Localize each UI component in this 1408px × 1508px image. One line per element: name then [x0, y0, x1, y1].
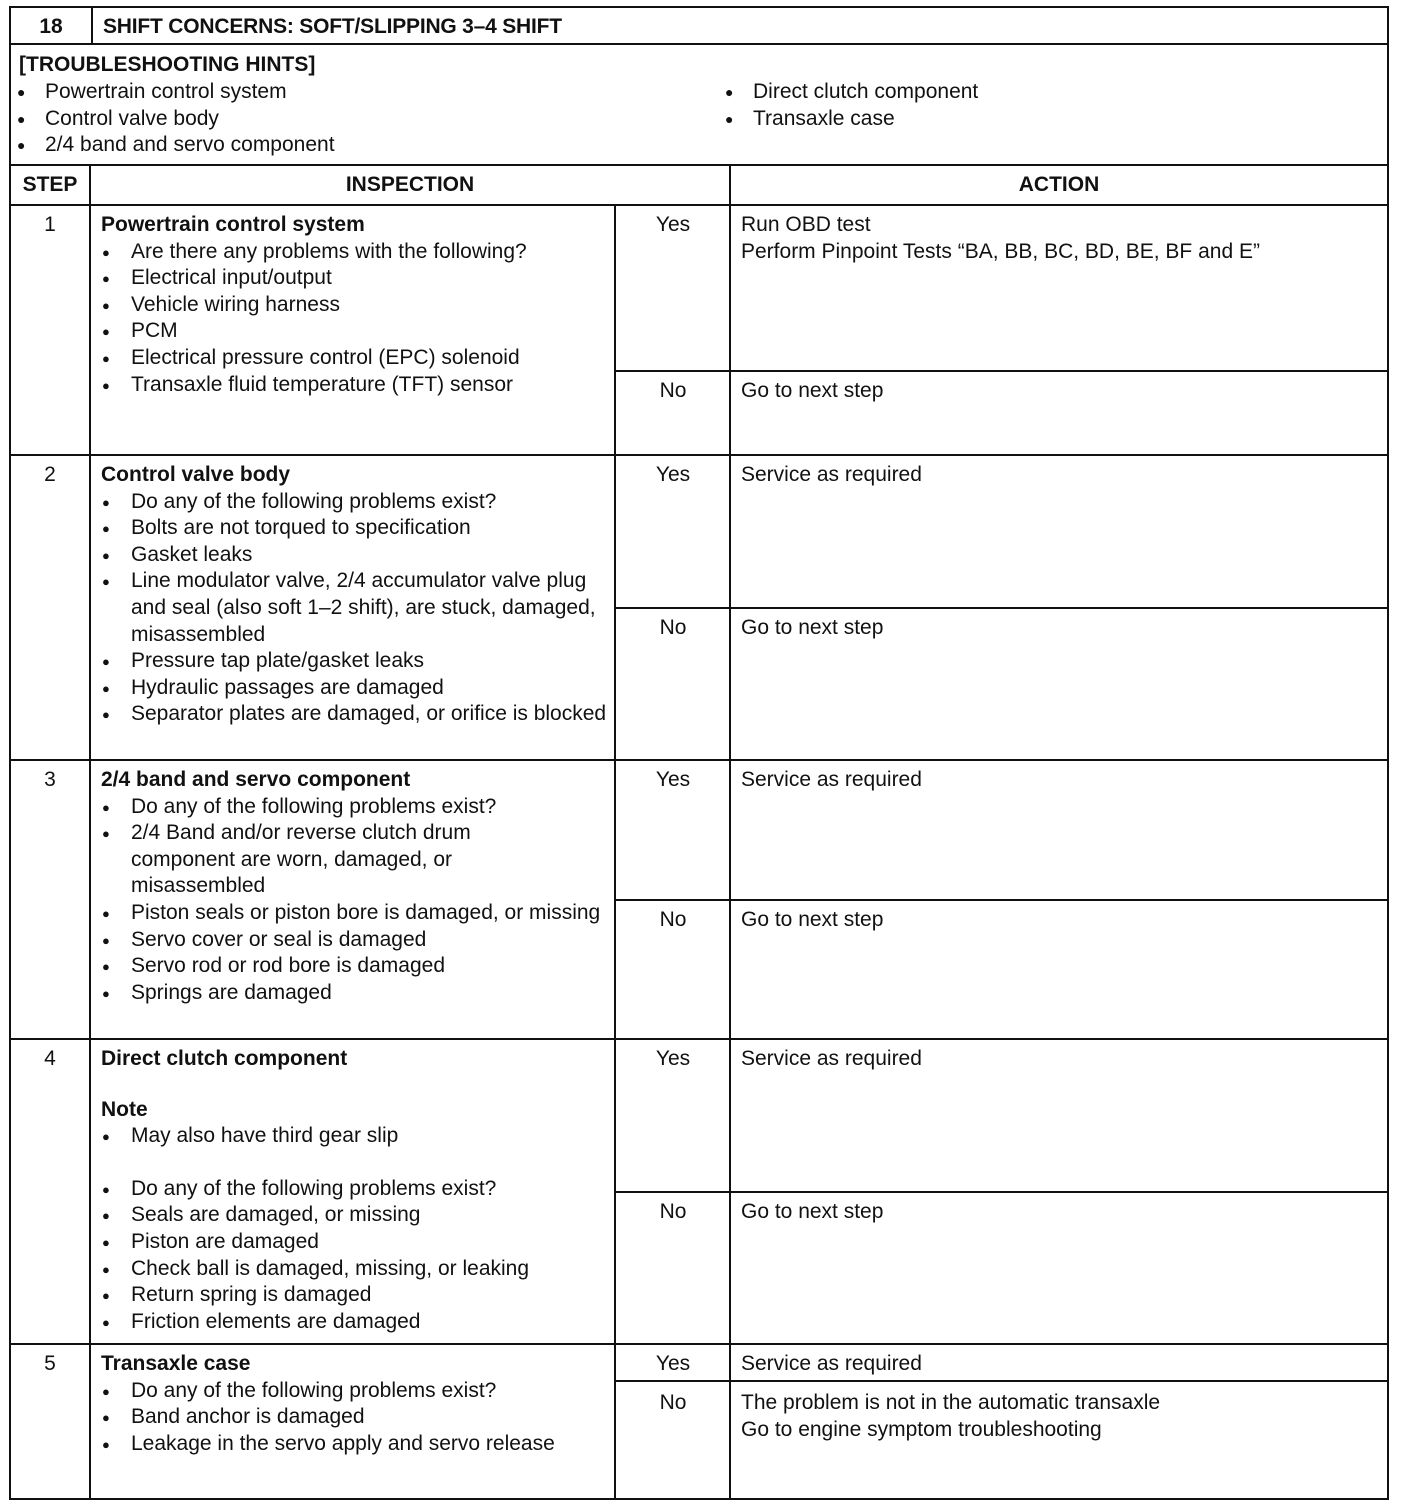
inspection-item: ● Are there any problems with the following?: [101, 239, 611, 266]
no-action: [741, 378, 883, 405]
row-divider: [11, 454, 1387, 456]
no-action: [741, 1199, 883, 1226]
inspection-item: ● Do any of the following problems exist?: [101, 1378, 576, 1405]
divider-step: [89, 166, 91, 1498]
step-number: 5: [44, 1352, 56, 1375]
yes-action: [741, 1046, 922, 1073]
action-line: Perform Pinpoint Tests “BA, BB, BC, BD, BE, BF and E”: [741, 239, 1260, 263]
no-label: No: [659, 379, 687, 402]
step-inspection: [101, 212, 611, 398]
action-line: Run OBD test: [741, 213, 871, 236]
action-line: Go to engine symptom troubleshooting: [741, 1417, 1102, 1441]
note-title: Note: [101, 1097, 148, 1121]
inspection-item: ● Band anchor is damaged: [101, 1404, 576, 1431]
yes-action: [741, 462, 922, 489]
no-action: [741, 1390, 1160, 1443]
inspection-item: ● Piston are damaged: [101, 1229, 613, 1256]
inspection-item: ● Friction elements are damaged: [101, 1309, 613, 1336]
inspection-item: ● Electrical pressure control (EPC) solenoid: [101, 345, 611, 372]
yes-action: [741, 1351, 922, 1378]
concern-title: SHIFT CONCERNS: SOFT/SLIPPING 3–4 SHIFT: [103, 15, 562, 38]
no-label: No: [659, 616, 687, 639]
inspection-item: ● Transaxle fluid temperature (TFT) sensor: [101, 372, 611, 399]
inspection-item: ● Servo cover or seal is damaged: [101, 927, 606, 954]
yes-action: [741, 212, 1260, 265]
step-number: 3: [44, 768, 56, 791]
hint-item: ● 2/4 band and servo component: [11, 132, 335, 159]
step-title: Direct clutch component: [101, 1047, 348, 1070]
action-line: Go to next step: [741, 1200, 884, 1223]
step-inspection: [101, 1046, 613, 1335]
yes-no-divider: [614, 370, 1387, 372]
step-inspection: [101, 462, 613, 728]
inspection-item: ● Piston seals or piston bore is damaged, or missing: [101, 900, 606, 927]
hint-item: ● Powertrain control system: [11, 79, 335, 106]
no-label: No: [659, 908, 687, 931]
action-line: Service as required: [741, 463, 922, 486]
inspection-item: ● Check ball is damaged, missing, or leaking: [101, 1256, 613, 1283]
yes-no-divider: [614, 1380, 1387, 1382]
step-title: Transaxle case: [101, 1352, 251, 1375]
step-title: Control valve body: [101, 463, 291, 486]
column-header-action: ACTION: [1018, 173, 1100, 196]
hints-list-left: [11, 79, 335, 159]
hint-item: ● Transaxle case: [719, 106, 978, 133]
no-label: No: [659, 1200, 687, 1223]
column-header-inspection: INSPECTION: [345, 173, 475, 196]
inspection-table: [9, 164, 1389, 1500]
hint-item: ● Control valve body: [11, 106, 335, 133]
step-inspection: [101, 767, 606, 1006]
row-divider: [11, 759, 1387, 761]
inspection-item: ● Vehicle wiring harness: [101, 292, 611, 319]
troubleshooting-sheet: [9, 6, 1389, 1500]
action-line: Go to next step: [741, 908, 884, 931]
action-line: Service as required: [741, 1352, 922, 1375]
action-line: Service as required: [741, 1047, 922, 1070]
row-divider: [11, 1038, 1387, 1040]
inspection-item: ● Do any of the following problems exist?: [101, 1176, 613, 1203]
divider-action: [729, 166, 731, 1498]
yes-label: Yes: [655, 213, 691, 236]
inspection-item: ● Do any of the following problems exist?: [101, 489, 613, 516]
inspection-item: ● Separator plates are damaged, or orifice is blocked: [101, 701, 613, 728]
inspection-item: ● 2/4 Band and/or reverse clutch drum component are worn, damaged, or misassembled: [101, 820, 606, 900]
hints-title: [TROUBLESHOOTING HINTS]: [19, 53, 316, 76]
yes-label: Yes: [655, 768, 691, 791]
column-header-step: STEP: [22, 173, 78, 196]
step-number: 4: [44, 1047, 56, 1070]
inspection-item: ● Line modulator valve, 2/4 accumulator valve plug and seal (also soft 1–2 shift), are stuck, damaged, misassembled: [101, 568, 613, 648]
inspection-item: ● Leakage in the servo apply and servo release: [101, 1431, 576, 1458]
step-title: 2/4 band and servo component: [101, 768, 411, 791]
row-divider: [11, 1343, 1387, 1345]
inspection-item: ● Servo rod or rod bore is damaged: [101, 953, 606, 980]
inspection-item: ● Springs are damaged: [101, 980, 606, 1007]
no-action: [741, 615, 883, 642]
inspection-item: ● Gasket leaks: [101, 542, 613, 569]
yes-action: [741, 767, 922, 794]
yes-no-divider: [614, 1191, 1387, 1193]
header-row-divider: [11, 204, 1387, 206]
inspection-item: ● Hydraulic passages are damaged: [101, 675, 613, 702]
action-line: Go to next step: [741, 616, 884, 639]
yes-label: Yes: [655, 463, 691, 486]
step-inspection: [101, 1351, 576, 1457]
inspection-item: ● Bolts are not torqued to specification: [101, 515, 613, 542]
yes-no-divider: [614, 607, 1387, 609]
no-label: No: [659, 1391, 687, 1414]
step-title: Powertrain control system: [101, 213, 365, 236]
inspection-item: ● Do any of the following problems exist?: [101, 794, 606, 821]
inspection-item: ● Return spring is damaged: [101, 1282, 613, 1309]
action-line: Go to next step: [741, 379, 884, 402]
hints-list-right: [719, 79, 978, 132]
step-number: 2: [44, 463, 56, 486]
inspection-item: ● Electrical input/output: [101, 265, 611, 292]
step-number: 1: [44, 213, 56, 236]
hint-item: ● Direct clutch component: [719, 79, 978, 106]
note-item: ● May also have third gear slip: [101, 1123, 613, 1150]
inspection-item: ● Pressure tap plate/gasket leaks: [101, 648, 613, 675]
yes-label: Yes: [655, 1352, 691, 1375]
no-action: [741, 907, 883, 934]
concern-number: 18: [11, 8, 93, 43]
troubleshooting-hints: [9, 43, 1389, 166]
yes-no-divider: [614, 899, 1387, 901]
action-line: Service as required: [741, 768, 922, 791]
sheet-header: [9, 6, 1389, 45]
spacer: [101, 1150, 613, 1176]
action-line: The problem is not in the automatic transaxle: [741, 1391, 1161, 1414]
inspection-item: ● Seals are damaged, or missing: [101, 1202, 613, 1229]
inspection-item: ● PCM: [101, 318, 611, 345]
yes-label: Yes: [655, 1047, 691, 1070]
